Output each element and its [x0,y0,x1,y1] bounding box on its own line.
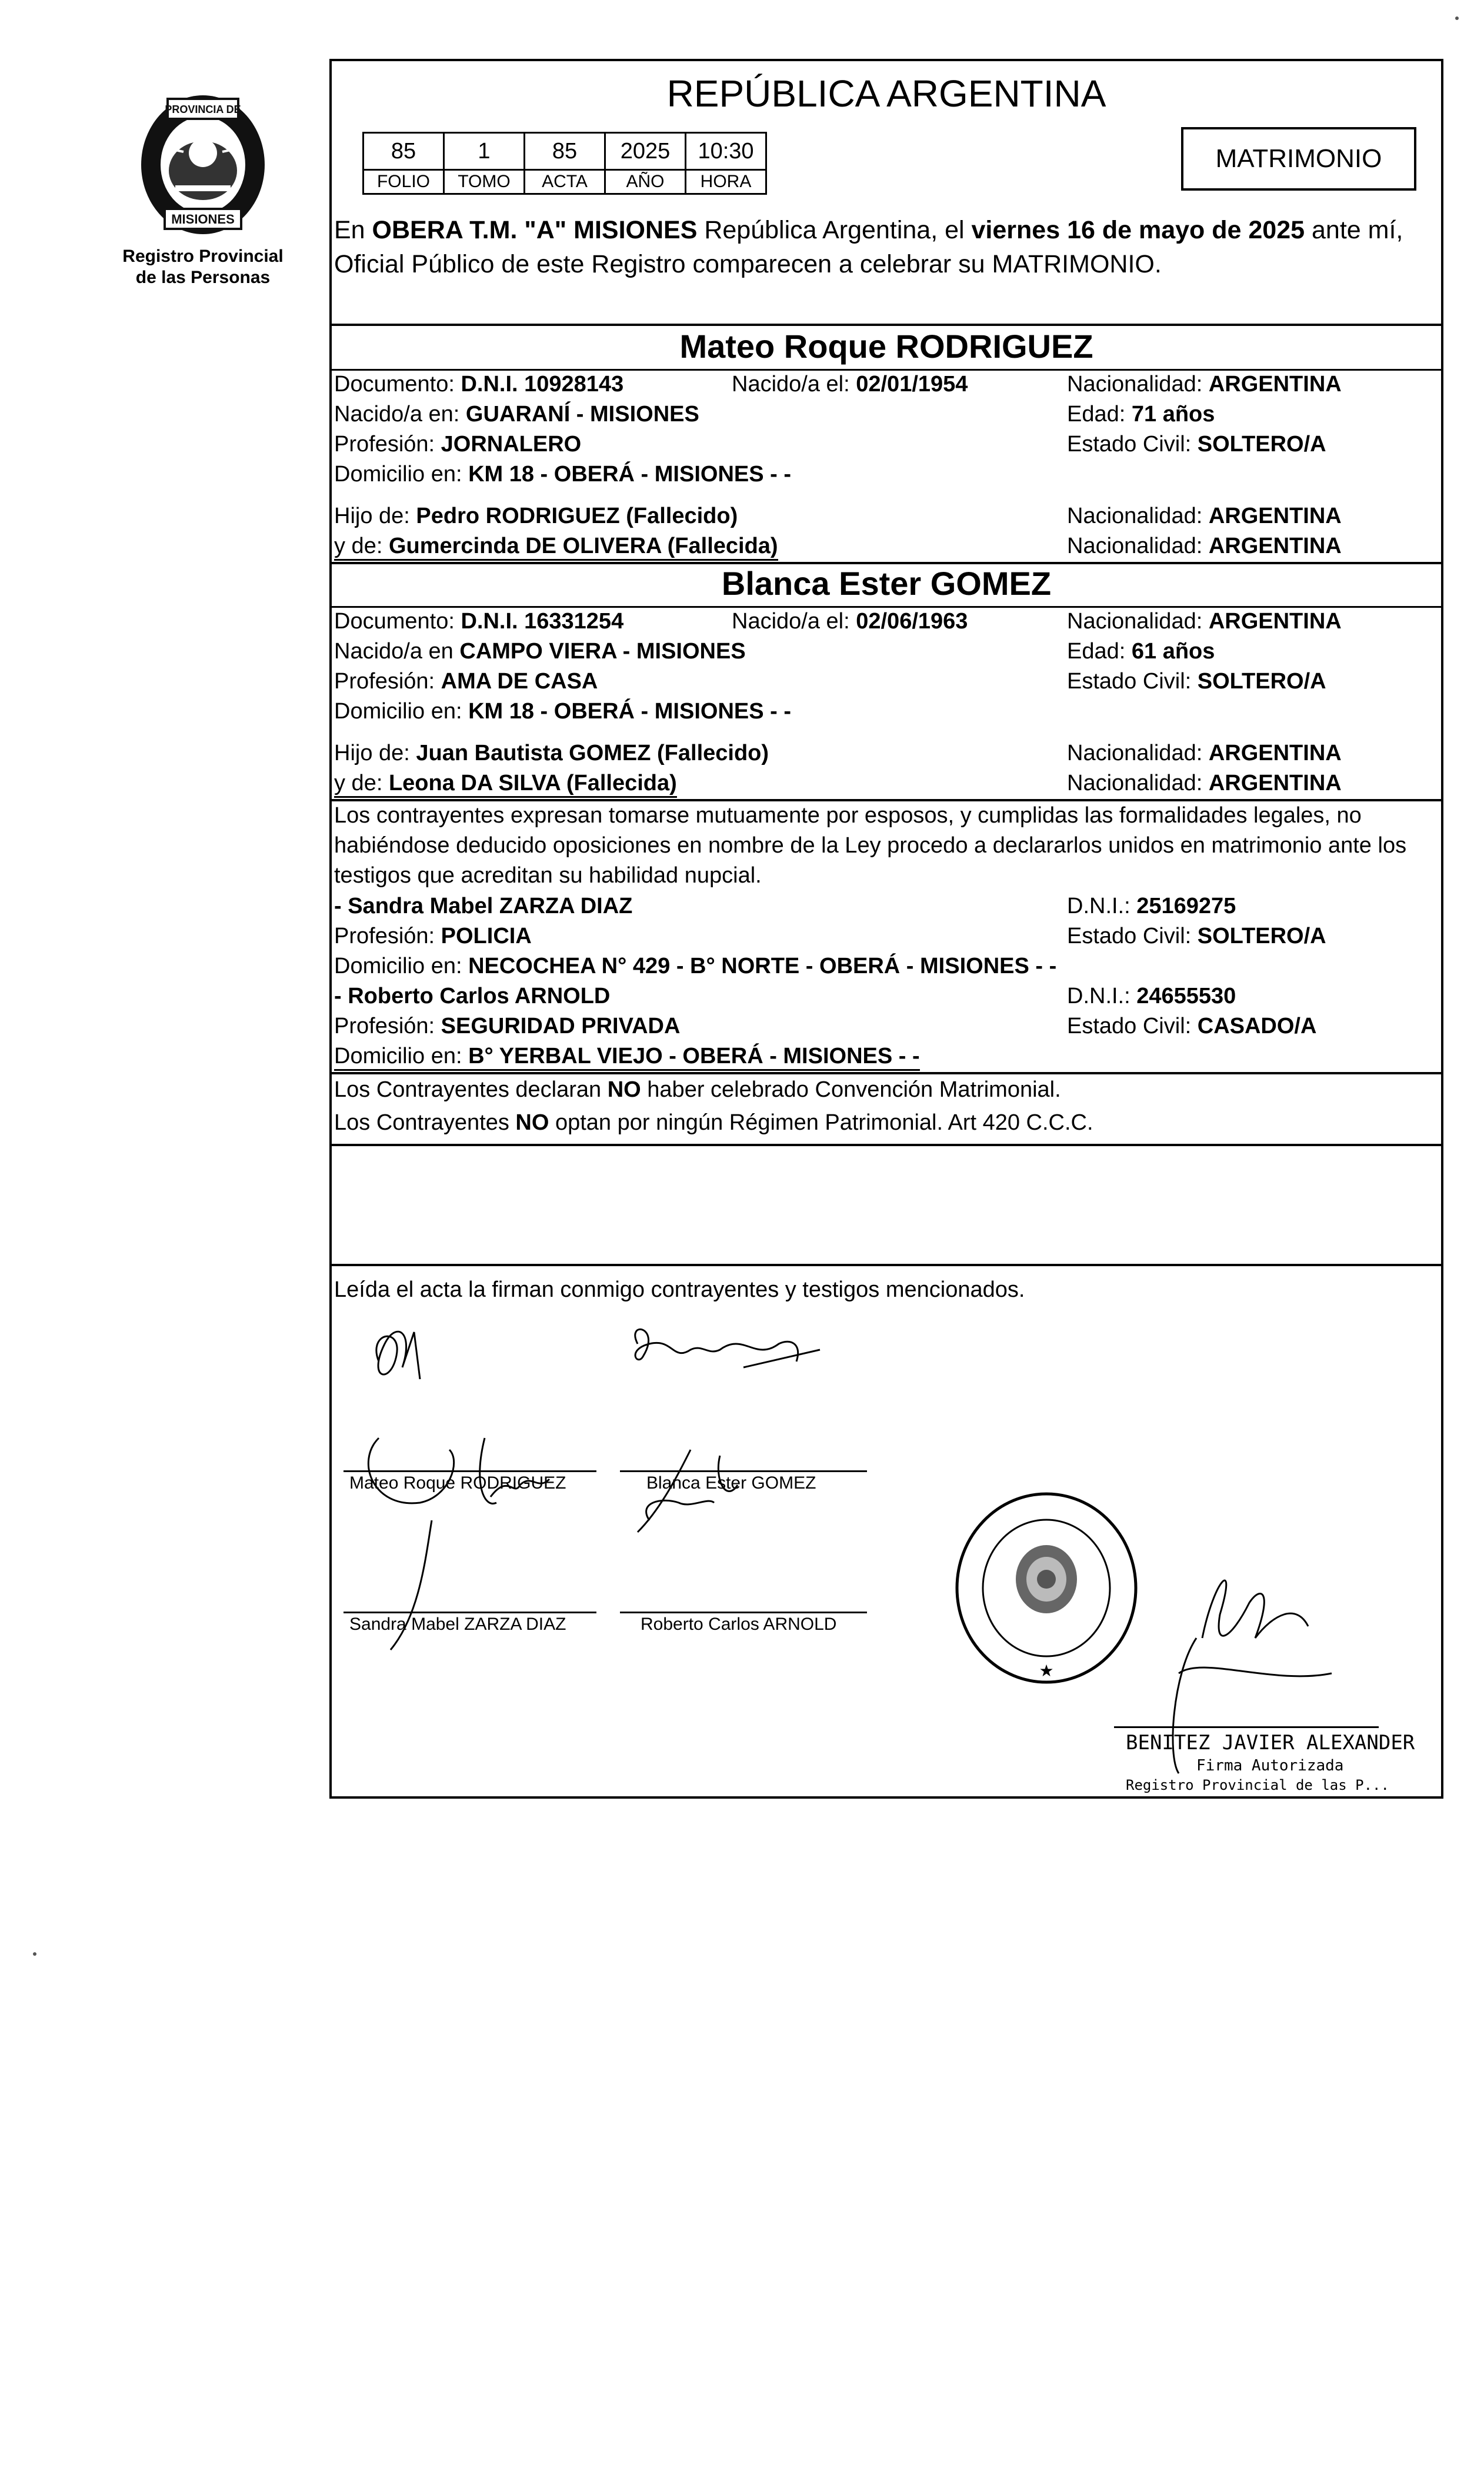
document-type-box: MATRIMONIO [1181,127,1416,191]
handwritten-signatures-icon [332,1309,1441,1791]
official-role: Firma Autorizada [1196,1757,1344,1775]
spouse-2-father: Hijo de: Juan Bautista GOMEZ (Fallecido) [334,741,769,765]
spouse-1-birthdate: Nacido/a el: 02/01/1954 [732,372,968,397]
acta-label: ACTA [525,170,605,194]
signature-line [620,1470,867,1472]
witness-2-civil-status: Estado Civil: CASADO/A [1067,1014,1317,1038]
signature-line [344,1612,596,1613]
spouse-2-nationality: Nacionalidad: ARGENTINA [1067,609,1342,634]
anio-label: AÑO [605,170,686,194]
svg-text:★: ★ [1039,1662,1054,1680]
signature-line [1114,1726,1379,1728]
intro-paragraph: En OBERA T.M. "A" MISIONES República Argentina, el viernes 16 de mayo de 2025 ante mí, Oficial Público de este Registro comparecen a celebrar su MATRIMONIO. [334,216,1403,278]
divider [332,606,1441,608]
divider [332,1072,1441,1074]
spouse-1-profession: Profesión: JORNALERO [334,432,582,457]
signature-line [344,1470,596,1472]
signature-spouse-1: Mateo Roque RODRIGUEZ [349,1473,566,1493]
signature-spouse-2: Blanca Ester GOMEZ [646,1473,816,1493]
witness-2-dni: D.N.I.: 24655530 [1067,984,1236,1008]
witness-1-dni: D.N.I.: 25169275 [1067,894,1236,918]
tomo-label: TOMO [444,170,525,194]
signatures-area [332,1309,1441,1791]
witness-1-name: - Sandra Mabel ZARZA DIAZ [334,894,633,918]
anio-value: 2025 [605,133,686,170]
scan-mark [1455,16,1459,20]
official-stamp [957,1494,1136,1682]
registry-name: Registro Provincial de las Personas [122,247,284,287]
intro-date: viernes 16 de mayo de 2025 [971,216,1305,244]
spouse-1-domicile: Domicilio en: KM 18 - OBERÁ - MISIONES - - [334,462,791,487]
official-name: BENITEZ JAVIER ALEXANDER [1126,1731,1415,1755]
declaration-paragraph: Los contrayentes expresan tomarse mutuamente por esposos, y cumplidas las formalidades legales, no habiéndose deducido oposiciones en nombre de la Ley procedo a declararlos unidos en matrimonio ante los testigos que acreditan su habilidad nupcial. [334,803,1407,888]
svg-text:MISIONES: MISIONES [171,212,235,227]
witness-2-profession: Profesión: SEGURIDAD PRIVADA [334,1014,681,1038]
witness-1-profession: Profesión: POLICIA [334,924,532,948]
hora-value: 10:30 [686,133,766,170]
witness-2-domicile: Domicilio en: B° YERBAL VIEJO - OBERÁ - MISIONES - - [334,1043,920,1071]
spouse-1-birthplace: Nacido/a en: GUARANÍ - MISIONES [334,402,699,427]
certificate-frame [329,59,1443,1799]
spouse-2-mother-nationality: Nacionalidad: ARGENTINA [1067,771,1342,795]
signature-line [620,1612,867,1613]
spouse-1-name: Mateo Roque RODRIGUEZ [679,328,1093,365]
divider [332,1264,1441,1266]
spouse-2-mother: y de: Leona DA SILVA (Fallecida) [334,770,677,798]
spouse-2-father-nationality: Nacionalidad: ARGENTINA [1067,741,1342,765]
witness-1-domicile: Domicilio en: NECOCHEA N° 429 - B° NORTE - OBERÁ - MISIONES - - [334,954,1057,978]
spouse-1-age: Edad: 71 años [1067,402,1215,427]
witness-1-civil-status: Estado Civil: SOLTERO/A [1067,924,1326,948]
signature-witness-1: Sandra Mabel ZARZA DIAZ [349,1615,566,1634]
intro-place: OBERA T.M. "A" MISIONES [372,216,698,244]
convention-line-1: Los Contrayentes declaran NO haber celebrado Convención Matrimonial. [334,1077,1061,1102]
spouse-2-birthdate: Nacido/a el: 02/06/1963 [732,609,968,634]
page-title: REPÚBLICA ARGENTINA [666,72,1106,115]
spouse-1-father: Hijo de: Pedro RODRIGUEZ (Fallecido) [334,504,738,528]
spouse-1-mother: y de: Gumercinda DE OLIVERA (Fallecida) [334,533,778,561]
spouse-1-mother-nationality: Nacionalidad: ARGENTINA [1067,534,1342,558]
closing-statement: Leída el acta la firman conmigo contrayentes y testigos mencionados. [334,1277,1025,1302]
scan-mark [33,1952,36,1956]
spouse-2-civil-status: Estado Civil: SOLTERO/A [1067,669,1326,694]
hora-label: HORA [686,170,766,194]
tomo-value: 1 [444,133,525,170]
divider [332,324,1441,326]
spouse-2-profession: Profesión: AMA DE CASA [334,669,598,694]
svg-text:PROVINCIA DE: PROVINCIA DE [165,104,241,115]
spouse-2-domicile: Domicilio en: KM 18 - OBERÁ - MISIONES - - [334,699,791,724]
spouse-1-civil-status: Estado Civil: SOLTERO/A [1067,432,1326,457]
reference-table [362,132,767,195]
divider [332,369,1441,371]
spouse-2-name: Blanca Ester GOMEZ [721,565,1052,602]
convention-line-2: Los Contrayentes NO optan por ningún Régimen Patrimonial. Art 420 C.C.C. [334,1110,1093,1135]
folio-label: FOLIO [364,170,444,194]
spouse-2-birthplace: Nacido/a en CAMPO VIERA - MISIONES [334,639,746,664]
spouse-2-document: Documento: D.N.I. 16331254 [334,609,624,634]
witness-2-name: - Roberto Carlos ARNOLD [334,984,611,1008]
province-emblem-icon [129,82,276,241]
signature-witness-2: Roberto Carlos ARNOLD [641,1615,837,1634]
spouse-1-nationality: Nacionalidad: ARGENTINA [1067,372,1342,397]
spouse-2-age: Edad: 61 años [1067,639,1215,664]
spouse-1-document: Documento: D.N.I. 10928143 [334,372,624,397]
divider [332,1144,1441,1146]
folio-value: 85 [364,133,444,170]
acta-value: 85 [525,133,605,170]
spouse-1-father-nationality: Nacionalidad: ARGENTINA [1067,504,1342,528]
official-organization: Registro Provincial de las P... [1126,1777,1389,1793]
registry-logo [106,82,300,288]
